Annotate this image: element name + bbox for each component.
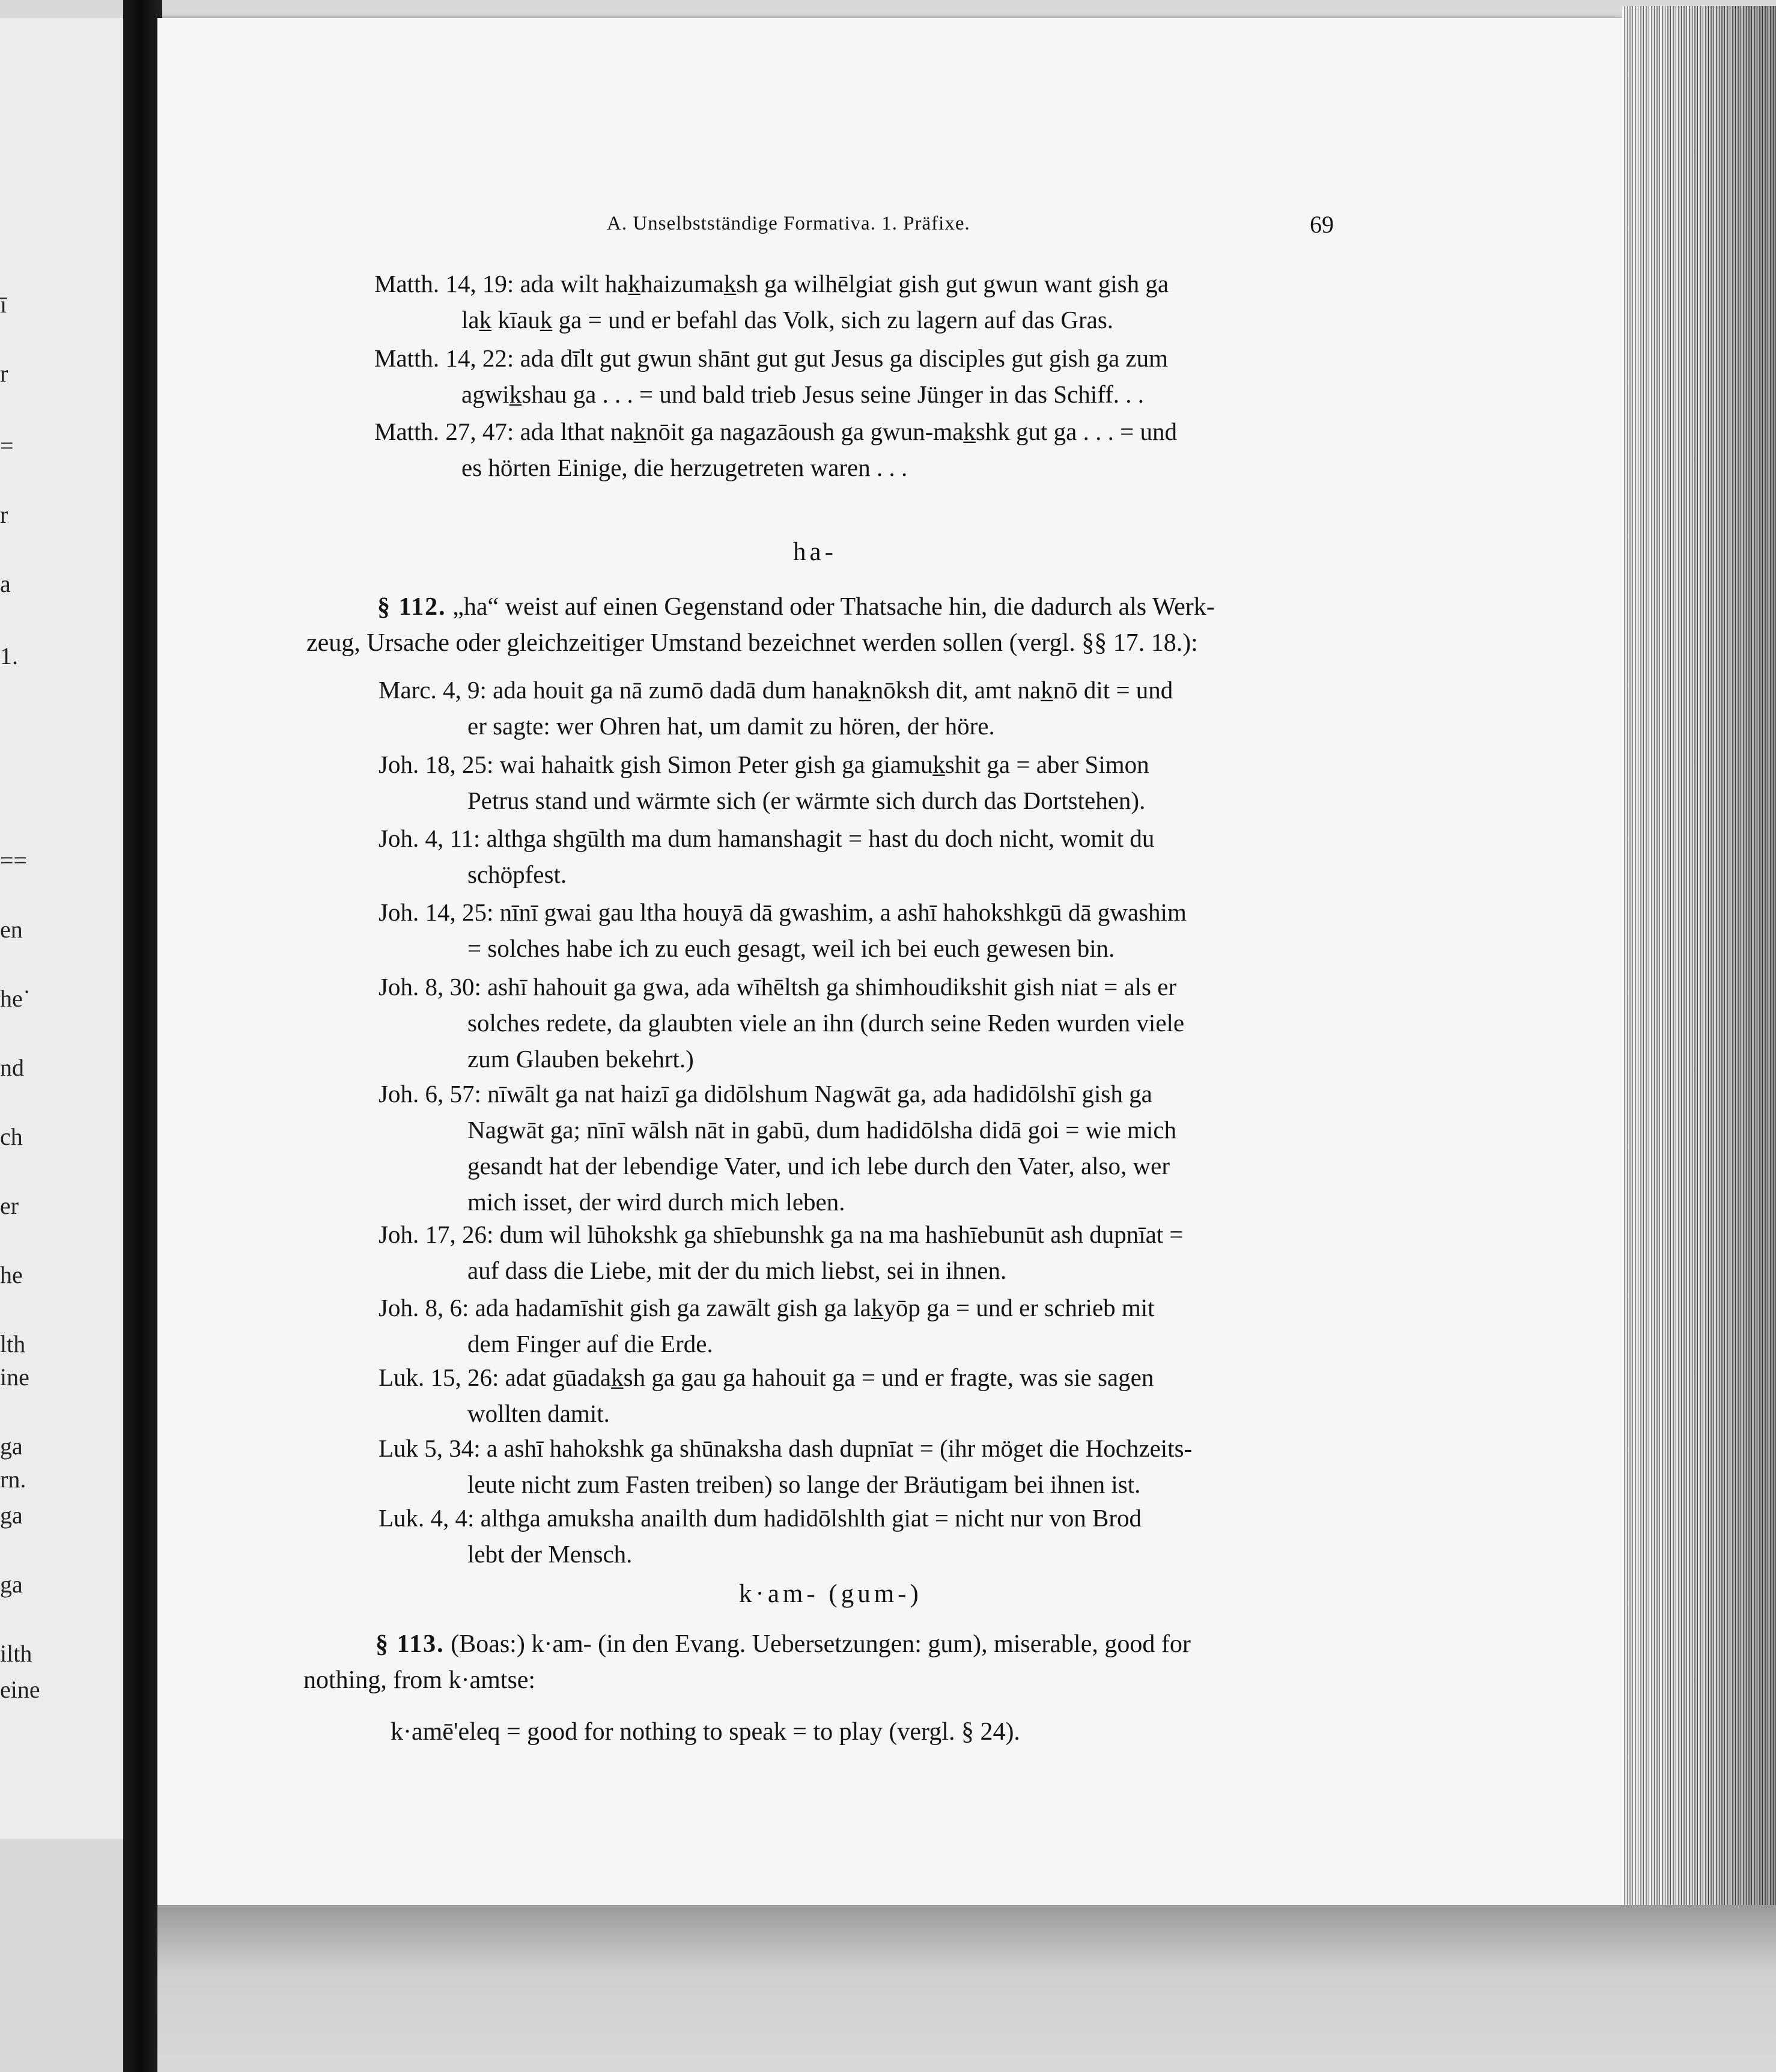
left-page-fragment: r [0, 501, 8, 528]
citation-line: wollten damit. [467, 1400, 610, 1427]
citation-line: Matth. 27, 47: ada lthat nak̲nōit ga nagazāoush ga gwun-mak̲shk gut ga . . . = und [374, 418, 1177, 445]
section-113-label: § 113. [376, 1630, 445, 1658]
section-113-paragraph [303, 1626, 1361, 1698]
citation-line: leute nicht zum Fasten treiben) so lange der Bräutigam bei ihnen ist. [467, 1470, 1141, 1498]
section-113-example [391, 1714, 1352, 1750]
citation-entry [374, 413, 1348, 486]
citation-line: Joh. 6, 57: nīwālt ga nat haizī ga didōlshum Nagwāt ga, ada hadidōlshī gish ga [379, 1080, 1152, 1108]
left-page-fragment: er [0, 1192, 19, 1219]
citation-line: dem Finger auf die Erde. [467, 1330, 713, 1357]
book-gutter [123, 0, 162, 2072]
citation-entry [379, 746, 1352, 818]
citation-line: Luk 5, 34: a ashī hahokshk ga shūnaksha dash dupnīat = (ihr möget die Hochzeits- [379, 1434, 1193, 1462]
citation-line: Joh. 18, 25: wai hahaitk gish Simon Peter gish ga giamuk̲shit ga = aber Simon [379, 751, 1149, 778]
citation-line: lak̲ kīauk̲ ga = und er befahl das Volk, sich zu lagern auf das Gras. [461, 306, 1114, 334]
section-113-text-line: (Boas:) k·am- (in den Evang. Uebersetzungen: gum), miserable, good for [451, 1630, 1191, 1658]
citation-line: Matth. 14, 22: ada dīlt gut gwun shānt gut gut Jesus ga disciples gut gish ga zum [374, 344, 1168, 372]
citation-line: zum Glauben bekehrt.) [467, 1045, 694, 1073]
left-page-fragment: eine [0, 1676, 40, 1703]
section-112-text-line: „ha“ weist auf einen Gegenstand oder Thatsache hin, die dadurch als Werk- [452, 593, 1215, 621]
bottom-shadow [157, 1905, 1776, 2072]
citation-entry [379, 1359, 1352, 1431]
left-facing-page [0, 18, 126, 1839]
left-page-fragment: en [0, 916, 23, 943]
left-page-fragment: r [0, 360, 8, 387]
citation-line: Joh. 17, 26: dum wil lūhokshk ga shīebunshk ga na ma hashīebunūt ash dupnīat = [379, 1220, 1184, 1248]
left-page-fragment: ch [0, 1123, 23, 1150]
citation-line: Matth. 14, 19: ada wilt hak̲haizumak̲sh ga wilhēlgiat gish gut gwun want gish ga [374, 270, 1169, 297]
citation-line: mich isset, der wird durch mich leben. [467, 1188, 845, 1216]
citation-entry [379, 672, 1352, 744]
left-page-fragment: = [0, 432, 14, 459]
citation-entry [379, 1216, 1352, 1288]
citation-line: lebt der Mensch. [467, 1540, 633, 1568]
page-edges-shade [1622, 6, 1776, 1929]
citation-entry [374, 266, 1348, 338]
left-page-fragment: ga [0, 1433, 23, 1460]
section-112-text-line: zeug, Ursache oder gleichzeitiger Umstand bezeichnet werden sollen (vergl. §§ 17. 18.): [306, 629, 1198, 657]
citation-line: es hörten Einige, die herzugetreten waren . . . [461, 454, 908, 481]
citation-line: Luk. 4, 4: althga amuksha anailth dum hadidōlshlth giat = nicht nur von Brod [379, 1504, 1142, 1532]
citation-entry [379, 894, 1352, 966]
citation-line: Luk. 15, 26: adat gūadak̲sh ga gau ga hahouit ga = und er fragte, was sie sagen [379, 1364, 1154, 1391]
citation-entry [379, 1290, 1352, 1362]
citation-line: Joh. 8, 30: ashī hahouit ga gwa, ada wīhēltsh ga shimhoudikshit gish niat = als er [379, 973, 1177, 1001]
citation-line: = solches habe ich zu euch gesagt, weil ich bei euch gewesen bin. [467, 934, 1115, 962]
left-page-fragment: == [0, 847, 28, 874]
section-heading-kam: k·am- (gum-) [739, 1580, 922, 1608]
citation-line: gesandt hat der lebendige Vater, und ich lebe durch den Vater, also, wer [467, 1152, 1170, 1180]
running-head: A. Unselbstständige Formativa. 1. Präfixe. [607, 213, 970, 234]
left-page-fragment: ilth [0, 1640, 32, 1667]
section-heading-ha: ha- [793, 538, 837, 566]
left-page-fragment: 1. [0, 642, 18, 669]
section-113-example-line: k·amē'eleq = good for nothing to speak = to play (vergl. § 24). [391, 1718, 1020, 1746]
left-page-fragment: he˙ [0, 985, 31, 1012]
citation-entry [379, 969, 1352, 1077]
left-page-fragment: lth [0, 1330, 26, 1357]
page-number: 69 [1310, 211, 1334, 238]
citation-line: Petrus stand und wärmte sich (er wärmte sich durch das Dortstehen). [467, 787, 1146, 814]
citation-line: agwik̲shau ga . . . = und bald trieb Jesus seine Jünger in das Schiff. . . [461, 380, 1145, 408]
section-113-text-line: nothing, from k·amtse: [303, 1666, 536, 1694]
section-112-label: § 112. [377, 593, 446, 621]
left-page-fragment: nd [0, 1054, 24, 1081]
left-page-fragment: he [0, 1261, 23, 1288]
citation-line: er sagte: wer Ohren hat, um damit zu hören, der höre. [467, 712, 995, 740]
left-page-fragment: ī [0, 291, 7, 318]
citation-line: auf dass die Liebe, mit der du mich liebst, sei in ihnen. [467, 1257, 1007, 1284]
citation-entry [379, 1076, 1352, 1220]
citation-entry [379, 1430, 1352, 1502]
left-page-fragment: rn. [0, 1466, 26, 1493]
citation-entry [379, 820, 1352, 892]
citation-line: Joh. 8, 6: ada hadamīshit gish ga zawālt gish ga lak̲yōp ga = und er schrieb mit [379, 1294, 1155, 1321]
left-page-text-fragments [0, 18, 54, 1821]
left-page-fragment: ga [0, 1571, 23, 1598]
left-page-fragment: a [0, 570, 11, 597]
citation-line: schöpfest. [467, 861, 567, 888]
section-112-paragraph [306, 589, 1352, 661]
citation-line: Joh. 14, 25: nīnī gwai gau ltha houyā dā gwashim, a ashī hahokshkgū dā gwashim [379, 898, 1187, 926]
left-page-fragment: ga [0, 1502, 23, 1529]
citation-line: Nagwāt ga; nīnī wālsh nāt in gabū, dum hadidōlsha didā goi = wie mich [467, 1116, 1177, 1144]
left-page-fragment: ine [0, 1364, 29, 1391]
citation-line: Joh. 4, 11: althga shgūlth ma dum hamanshagit = hast du doch nicht, womit du [379, 824, 1155, 852]
citation-line: solches redete, da glaubten viele an ihn (durch seine Reden wurden viele [467, 1009, 1185, 1037]
citation-line: Marc. 4, 9: ada houit ga nā zumō dadā dum hanak̲nōksh dit, amt nak̲nō dit = und [379, 676, 1173, 704]
citation-entry [379, 1500, 1352, 1572]
citation-entry [374, 340, 1348, 412]
